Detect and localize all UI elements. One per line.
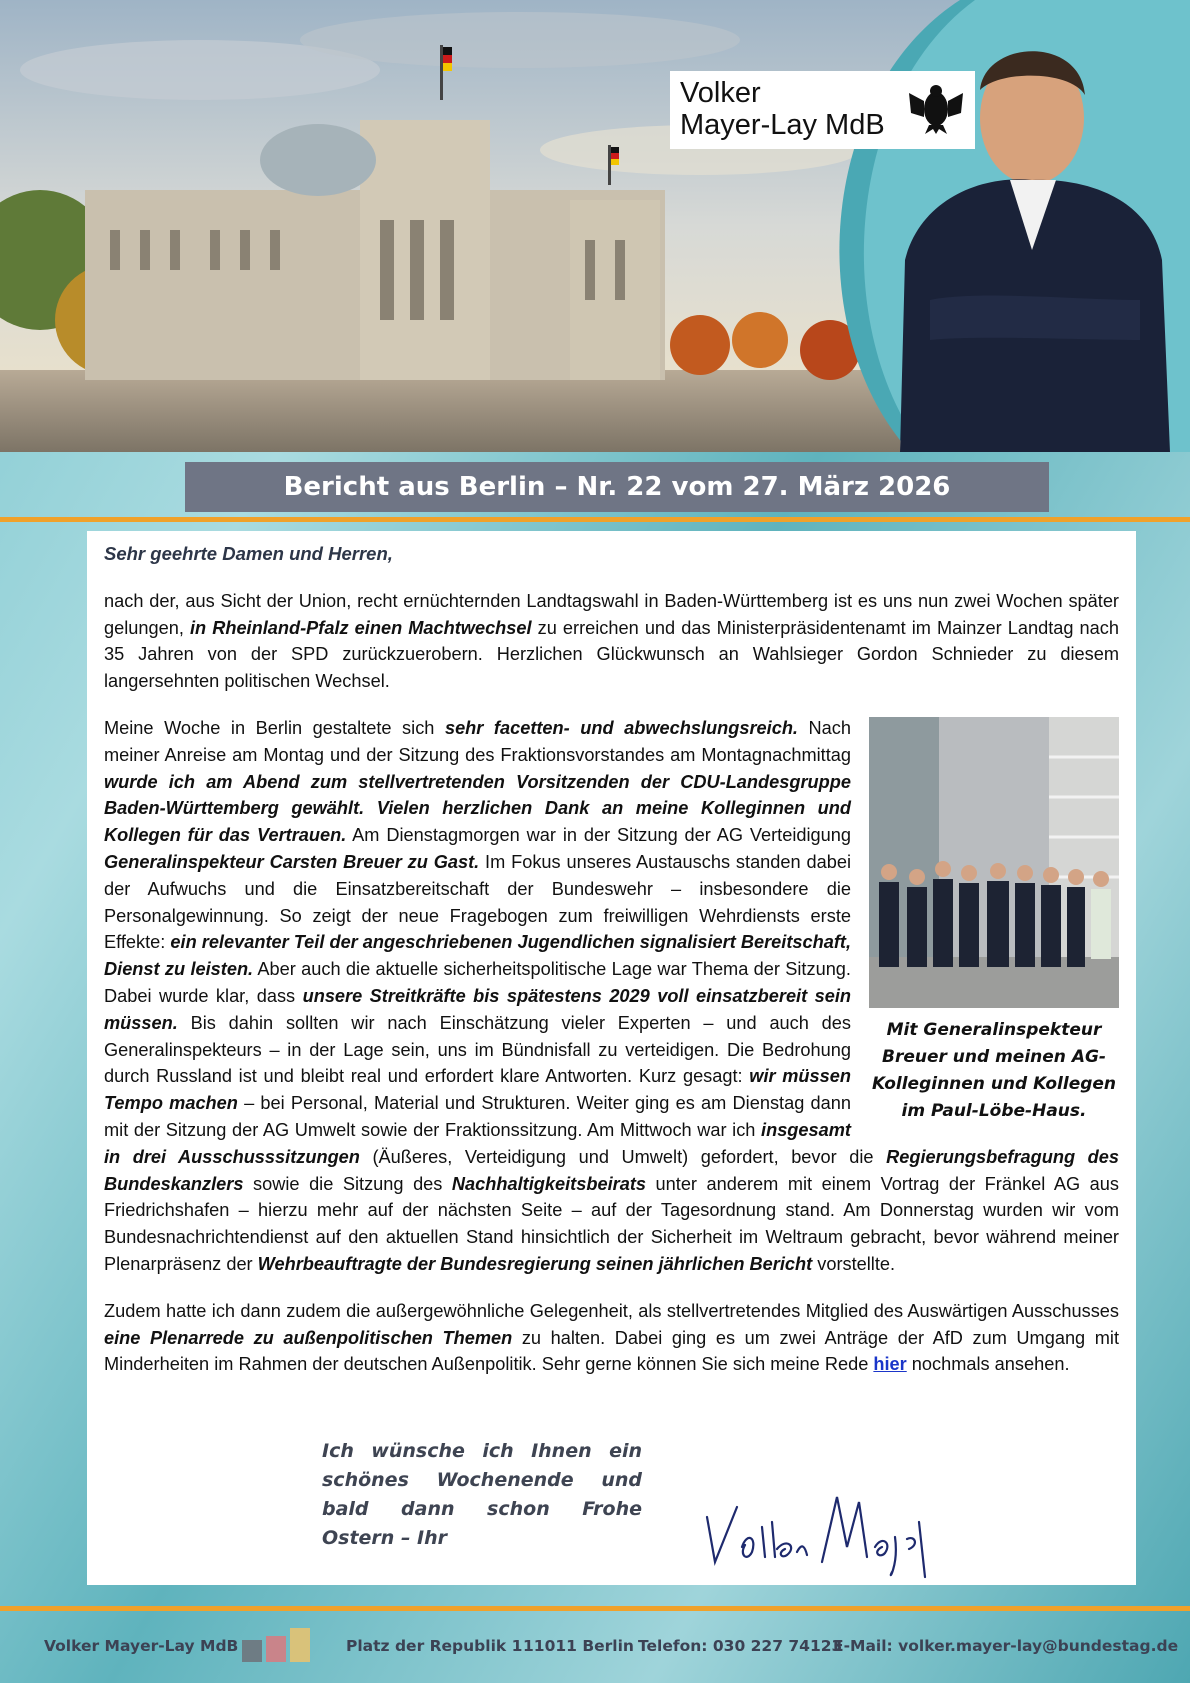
footer-city: 11011 Berlin [523,1637,634,1655]
footer-address: Platz der Republik 1 [346,1637,523,1655]
bundestag-eagle-icon [907,83,965,135]
footer-email: E-Mail: volker.mayer-lay@bundestag.de [833,1637,1179,1655]
speech-link[interactable]: hier [873,1354,907,1375]
reichstag-photo [0,0,1190,452]
photo-caption: Mit Generalinspekteur Breuer und meinen AG-Kolleginnen und Kollegen im Paul-Löbe-Haus. [871,1019,1117,1121]
name-plate [670,71,975,149]
greeting: Sehr geehrte Damen und Herren, [104,543,393,564]
accent-divider-top [0,517,1190,522]
party-logo-icon [242,1628,322,1664]
handwritten-signature [687,1477,937,1587]
accent-divider-bottom [0,1606,1190,1611]
footer-phone: Telefon: 030 227 74123 [638,1637,843,1655]
name-line-2: Mayer-Lay MdB [680,109,885,141]
paragraph-2: Mit Generalinspekteur Breuer und meinen AG-Kolleginnen und Kollegen im Paul-Löbe-Haus. Meine Woche in Berlin gestaltete sich sehr facetten- und abwechslungsreich. Nach meiner Anreise am Montag und der Sitzung des Fraktionsvorstandes am Montagnachmittag wurde ich am Abend zum stellvertretenden Vorsitzenden der CDU-Landesgruppe Baden-Württemberg gewählt. Vielen herzlichen Dank an meine Kolleginnen und Kollegen für das Vertrauen. Am Dienstagmorgen war in der Sitzung der AG Verteidigung Generalinspekteur Carsten Breuer zu Gast. Im Fokus unseres Austauschs standen dabei der Aufwuchs und die Einsatzbereitschaft der Bundeswehr – insbesondere die Personalgewinnung. So zeigt der neue Fragebogen zum freiwilligen Wehrdiensts erste Effekte: ein relevanter Teil der angeschriebenen Jugendlichen signalisiert Bereitschaft, Dienst zu leisten. Aber auch die aktuelle sicherheitspolitische Lage war Thema der Sitzung. Dabei wurde klar, dass unsere Streitkräfte bis spätestens 2029 voll einsatzbereit sein müssen. Bis dahin sollten wir nach Einschätzung vieler Experten – und auch des Generalinspekteurs – in der Lage sein, uns im Bündnisfall zu verteidigen. Die Bedrohung durch Russland ist und bleibt real und erfordert klare Antworten. Kurz gesagt: wir müssen Tempo machen – bei Personal, Material und Strukturen. Weiter ging es am Dienstag dann mit der Sitzung der AG Umwelt sowie der Fraktionssitzung. Am Mittwoch war ich insgesamt in drei Ausschusssitzungen (Äußeres, Verteidigung und Umwelt) gefordert, bevor die Regierungsbefragung des Bundeskanzlers sowie die Sitzung des Nachhaltigkeitsbeirats unter anderem mit einem Vortrag der Fränkel AG aus Friedrichshafen – hierzu mehr auf der nächsten Seite – auf der Tagesordnung stand. Am Donnerstag wurden wir vom Bundesnachrichtendienst auf den aktuellen Stand hinsichtlich der Sicherheit im Weltraum gebracht, bevor während meiner Plenarpräsenz der Wehrbeauftragte der Bundesregierung seinen jährlichen Bericht vorstellte. [104,717,1119,1274]
paragraph-1: nach der, aus Sicht der Union, recht ernüchternden Landtagswahl in Baden-Württemberg ist es uns nun zwei Wochen später gelungen, in Rheinland-Pfalz einen Machtwechsel zu erreichen und das Ministerpräsidentenamt im Mainzer Landtag nach 35 Jahren von der SPD zurückzuerobern. Herzlichen Glückwunsch an Wahlsieger Gordon Schnieder zu diesem langersehnten politischen Wechsel. [104,590,1119,692]
footer [0,1628,1190,1664]
name-line-1: Volker [680,77,761,109]
letter-body [87,531,1136,1585]
paragraph-3: Zudem hatte ich dann zudem die außergewöhnliche Gelegenheit, als stellvertretendes Mitglied des Auswärtigen Ausschusses eine Plenarrede zu außenpolitischen Themen zu halten. Dabei ging es um zwei Anträge der AfD zum Umgang mit Minderheiten im Rahmen der deutschen Außenpolitik. Sehr gerne können Sie sich meine Rede hier nochmals ansehen. [104,1300,1119,1375]
page-title: Bericht aus Berlin – Nr. 22 vom 27. März 2026 [185,462,1049,512]
photo-figure [869,717,1119,1125]
header-banner [0,0,1190,452]
closing-text: Ich wünsche ich Ihnen ein schönes Wochenende und bald dann schon Frohe Ostern – Ihr [322,1440,642,1549]
group-photo [869,717,1119,1008]
footer-name: Volker Mayer-Lay MdB [44,1637,239,1655]
